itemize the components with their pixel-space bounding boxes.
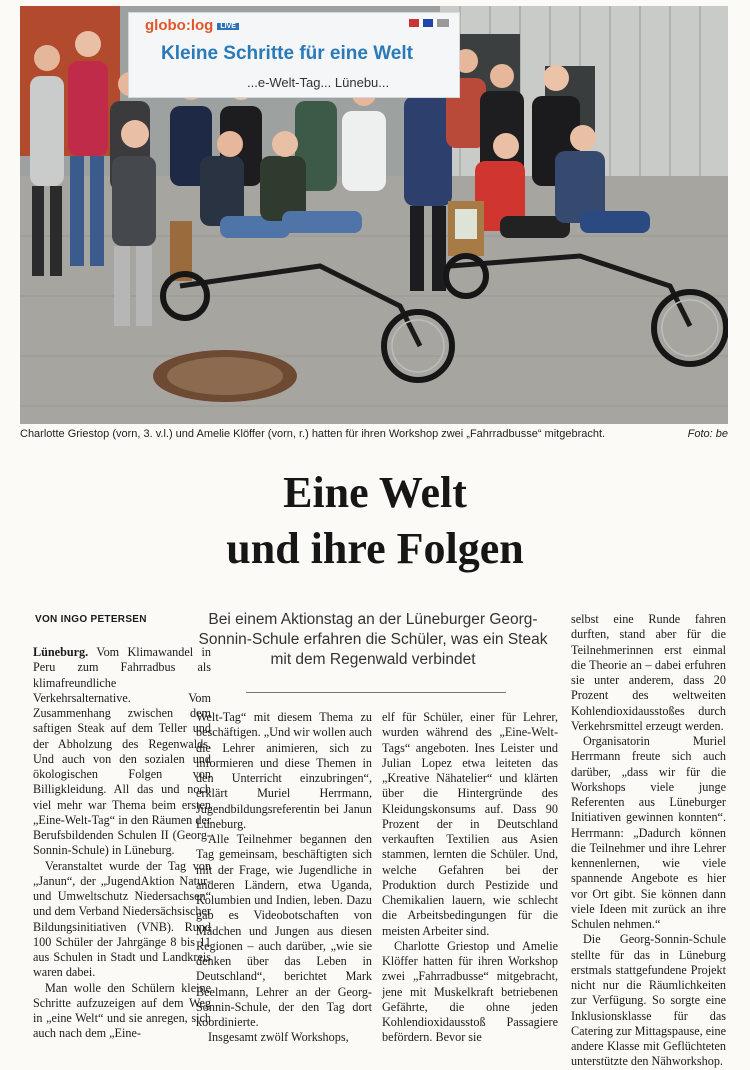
paragraph — [33, 645, 211, 859]
article-column-2 — [196, 710, 372, 1046]
photo-caption — [20, 428, 728, 446]
paragraph: Veranstaltet wurde der Tag von „Janun“, der „JugendAktion Natur- und Umweltschutz Niedersachsen“ und dem Verband Niedersächsischer Bildungsinitiativen (VNB). Rund 100 Schüler der Jahrgänge 8 bis 11 aus Schulen in Stadt und Landkreis waren dabei. — [33, 858, 211, 980]
paragraph: Charlotte Griestop und Amelie Klöffer hatten für ihren Workshop zwei „Fahrradbusse“ mitgebracht, jene mit Muskelkraft betriebenen Gefährte, die ohne jeden Kohlendioxidausstoß Passagiere befördern. Bevor sie — [382, 938, 558, 1045]
paragraph: Insgesamt zwölf Workshops, — [208, 1030, 349, 1045]
paragraph-text: Vom Klimawandel in Peru zum Fahrradbus als klimafreundliche Verkehrsalternative. Vom Zusammenhang zwischen dem saftigen Steak auf dem Teller und der Abholzung des Regenwalds. Und auch von den sozialen und ökologischen Folgen von Billigkleidung. All das und noch viel mehr war Thema beim ersten „Eine-Welt-Tag“ in den Räumen der Berufsbildenden Schulen II (Georg-Sonnin-Schule) in Lüneburg. — [33, 645, 211, 858]
subheadline: Bei einem Aktionstag an der Lüneburger Georg-Sonnin-Schule erfahren die Schüler, was ein Steak mit dem Regenwald verbindet — [198, 611, 548, 668]
event-banner — [128, 12, 460, 98]
photo-credit: Foto: be — [687, 428, 728, 440]
paragraph: Die Georg-Sonnin-Schule stellte für das in Lüneburg erstmals stattgefundene Projekt nicht nur die Räumlichkeiten zur Verfügung. So sorgte eine Inklusionsklasse für das Catering zur Mittagspause, eine andere Klasse mit Geflüchteten unterstützte den Nähworkshop. — [571, 932, 727, 1069]
banner-logo-text: globo:log — [145, 17, 214, 34]
paragraph: Organisatorin Muriel Herrmann freute sich auch darüber, „dass wir für die Workshops viele junge Referenten aus Lüneburger Initiativen gewinnen konnten“. Herrmann: „Dadurch können die Teilnehmer und ihre Lehrer kennenlernen, wie viele spannende Angebote es hier vor Ort gibt. Sie können dann viele Ideen mit zurück an ihre Schulen nehmen.“ — [571, 734, 726, 931]
banner-live-badge: LIVE — [217, 23, 239, 30]
headline-line-2: und ihre Folgen — [226, 524, 524, 573]
byline: VON INGO PETERSEN — [35, 614, 147, 625]
banner-title: Kleine Schritte für eine Welt — [161, 43, 413, 64]
article-column-3 — [382, 710, 558, 1046]
banner-partner-logos — [409, 19, 449, 27]
caption-text: Charlotte Griestop (vorn, 3. v.l.) und Amelie Klöffer (vorn, r.) hatten für ihren Workshop zwei „Fahrradbusse“ mitgebracht. — [20, 428, 606, 440]
paragraph: elf für Schüler, einer für Lehrer, wurden während des „Eine-Welt-Tags“ angeboten. Ines Leister und Julian Lopez etwa leiteten das „Kreative Nähatelier“ und klärten über die Hintergründe des Kleidungskonsums auf. Dass 90 Prozent der in Deutschland verkauften Textilien aus Asien stammen, lernten die Schüler. Und, welche Gefahren bei der Produktion durch Pestizide und Chemikalien lauern, wie schlecht die Arbeitsbedingungen für die meisten Arbeiter sind. — [382, 710, 558, 938]
dateline: Lüneburg. — [33, 645, 89, 659]
paragraph: selbst eine Runde fahren durften, stand aber für die Teilnehmerinnen erst einmal die Theorie an – dabei erfuhren sie unter anderem, dass 20 Prozent des weltweiten Kohlendioxidausstoßes durch Verkehrsmittel erzeugt werden. — [571, 612, 726, 733]
headline — [0, 465, 750, 577]
article-column-4 — [571, 612, 726, 1070]
paragraph: Man wolle den Schülern kleine Schritte aufzuzeigen auf dem Weg in „eine Welt“ und sie anregen, sich auch nach dem „Eine- — [33, 980, 211, 1041]
article-column-1 — [33, 645, 211, 1042]
paragraph: Welt-Tag“ mit diesem Thema zu beschäftigen. „Und wir wollen auch die Lehrer animieren, sich zu informieren und diese Themen in den Unterricht einzubringen“, erklärt Muriel Herrmann, Jugendbildungsreferentin bei Janun Lüneburg. — [196, 710, 372, 831]
paragraph: Alle Teilnehmer begannen den Tag gemeinsam, beschäftigten sich mit der Frage, wie Jugendliche in anderen Ländern, etwa Uganda, Kolumbien und Indien, leben. Dazu gab es Videobotschaften von Mädchen und Jungen aus diesen Regionen – auch darüber, „wie sie denken über das Leben in Deutschland“, berichtet Mark Beelmann, Lehrer an der Georg-Sonnin-Schule, der den Tag dort koordinierte. — [196, 832, 372, 1029]
headline-line-1: Eine Welt — [283, 468, 467, 517]
banner-subtitle: ...e-Welt-Tag... Lünebu... — [247, 75, 390, 90]
subhead-divider — [246, 692, 506, 693]
banner-logo — [145, 17, 239, 34]
article-photo — [20, 6, 728, 424]
